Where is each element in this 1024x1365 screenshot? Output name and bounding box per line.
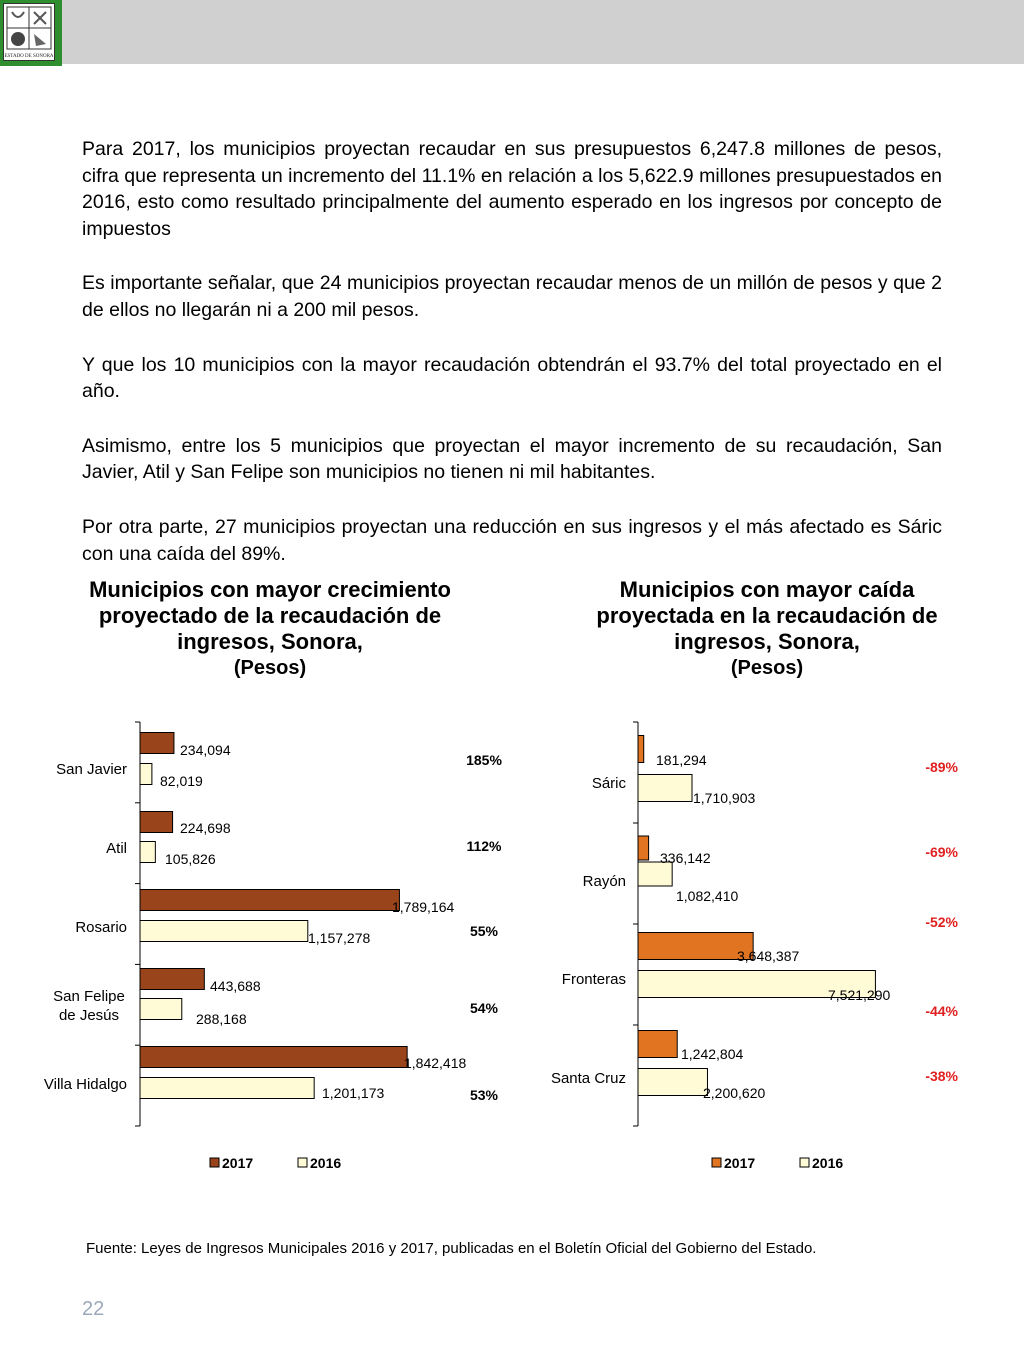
pct-label: 112% — [466, 838, 502, 854]
data-label-2016: 2,200,620 — [703, 1085, 766, 1101]
data-label-2016: 1,157,278 — [308, 930, 371, 946]
category-label: Santa Cruz — [550, 1070, 626, 1087]
data-label-2017: 1,242,804 — [681, 1046, 744, 1062]
bar-2016 — [140, 921, 308, 942]
category-label: de Jesús — [58, 1007, 120, 1024]
data-label-2017: 336,142 — [660, 850, 711, 866]
legend-swatch-2017 — [712, 1158, 721, 1167]
paragraph: Por otra parte, 27 municipios proyectan una reducción en sus ingresos y el más afectado es Sáric con una caída del 89%. — [82, 515, 942, 565]
data-label-2017: 1,789,164 — [392, 899, 455, 915]
pct-label: -89% — [925, 759, 958, 775]
category-label: Rayón — [582, 873, 626, 890]
bar-2016 — [140, 842, 155, 863]
category-label: Sáric — [591, 775, 626, 792]
pct-label: 54% — [469, 1000, 499, 1016]
data-label-2016: 1,082,410 — [676, 888, 739, 904]
data-label-2016: 7,521,290 — [828, 987, 891, 1003]
data-label-2016: 105,826 — [165, 851, 216, 867]
bar-2016 — [140, 764, 152, 785]
pct-label: -69% — [925, 844, 958, 860]
bar-2016 — [140, 1078, 314, 1099]
bar-2017 — [638, 1031, 677, 1058]
bar-2016 — [140, 999, 182, 1020]
pct-label: -44% — [925, 1003, 958, 1019]
data-label-2016: 288,168 — [196, 1011, 247, 1027]
paragraph: Es importante señalar, que 24 municipios proyectan recaudar menos de un millón de pesos y que 2 de ellos no llegarán ni a 200 mil pesos. — [82, 272, 942, 321]
legend-swatch-2016 — [298, 1158, 307, 1167]
source-note: Fuente: Leyes de Ingresos Municipales 2016 y 2017, publicadas en el Boletín Oficial del Gobierno del Estado. — [86, 1240, 817, 1257]
pct-label: -38% — [925, 1068, 958, 1084]
logo-text: ESTADO DE SONORA — [4, 54, 54, 59]
data-label-2016: 1,201,173 — [322, 1085, 385, 1101]
bar-2017 — [140, 1047, 407, 1068]
paragraph: Asimismo, entre los 5 municipios que proyectan el mayor incremento de su recaudación, San Javier, Atil y San Felipe son municipios no tienen ni mil habitantes. — [82, 434, 942, 484]
category-label: San Javier — [56, 761, 127, 778]
pct-label: 55% — [469, 923, 499, 939]
pct-label: -52% — [925, 914, 958, 930]
bar-2017 — [140, 890, 399, 911]
legend-label-2017: 2017 — [222, 1155, 254, 1171]
right-chart-subtitle: (Pesos) — [730, 657, 804, 679]
category-label: Atil — [106, 840, 127, 857]
pct-label: 185% — [466, 752, 502, 768]
bar-2017 — [638, 736, 644, 763]
bar-2017 — [140, 969, 204, 990]
category-label: San Felipe — [53, 988, 125, 1005]
bar-2017 — [638, 836, 649, 860]
data-label-2016: 82,019 — [160, 773, 203, 789]
bar-2016 — [638, 775, 692, 802]
bar-2017 — [638, 933, 753, 960]
data-label-2016: 1,710,903 — [693, 790, 756, 806]
bar-2017 — [140, 812, 173, 833]
legend-label-2016: 2016 — [310, 1155, 342, 1171]
category-label: Villa Hidalgo — [43, 1076, 127, 1093]
paragraph: Y que los 10 municipios con la mayor recaudación obtendrán el 93.7% del total proyectado en el año. — [82, 353, 942, 403]
right-chart-title-text: Municipios con mayor caída proyectada en la recaudación de ingresos, Sonora, — [596, 577, 938, 654]
bar-2016 — [638, 1069, 707, 1096]
data-label-2017: 3,648,387 — [737, 948, 800, 964]
legend-label-2016: 2016 — [812, 1155, 844, 1171]
page-number: 22 — [82, 1298, 105, 1320]
legend-swatch-2017 — [210, 1158, 219, 1167]
left-chart-title-text: Municipios con mayor crecimiento proyectado de la recaudación de ingresos, Sonora, — [89, 577, 451, 654]
data-label-2017: 181,294 — [656, 752, 707, 768]
category-label: Fronteras — [561, 971, 626, 988]
data-label-2017: 234,094 — [180, 742, 231, 758]
legend-swatch-2016 — [800, 1158, 809, 1167]
data-label-2017: 224,698 — [180, 820, 231, 836]
category-label: Rosario — [75, 919, 127, 936]
left-chart-subtitle: (Pesos) — [233, 657, 307, 679]
bar-2017 — [140, 733, 174, 754]
pct-label: 53% — [469, 1087, 499, 1103]
paragraph: Para 2017, los municipios proyectan recaudar en sus presupuestos 6,247.8 millones de pesos, cifra que representa un incremento del 11.1% en relación a los 5,622.9 millones presupuestados en 2016, esto como resultado principalmente del aumento esperado en los ingresos por concepto de impuestos — [82, 138, 942, 240]
data-label-2017: 1,842,418 — [404, 1055, 467, 1071]
legend-label-2017: 2017 — [724, 1155, 756, 1171]
data-label-2017: 443,688 — [210, 978, 261, 994]
